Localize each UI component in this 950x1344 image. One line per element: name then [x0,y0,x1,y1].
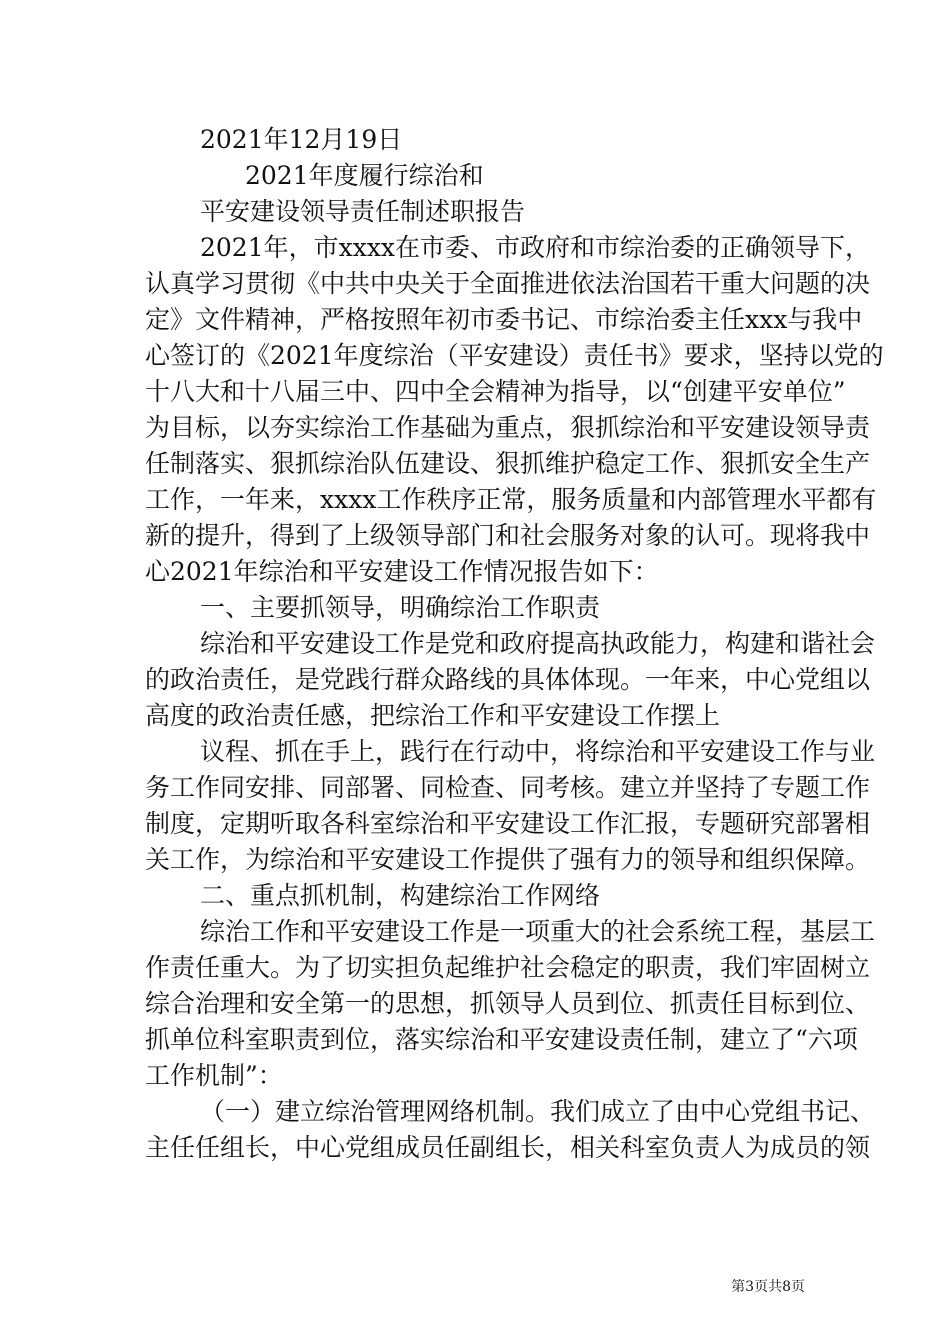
body-line: （一）建立综治管理网络机制。我们成立了由中心党组书记、 [200,1097,876,1126]
document-title-line-2: 平安建设领导责任制述职报告 [200,197,526,226]
body-line: 抓单位科室职责到位，落实综治和平安建设责任制，建立了“六项 [145,1025,858,1054]
body-line: 定》文件精神，严格按照年初市委书记、市综治委主任xxx与我中 [145,305,863,334]
body-line: 心2021年综治和平安建设工作情况报告如下： [145,557,659,586]
body-line: 工作机制”： [145,1061,283,1090]
body-line: 认真学习贯彻《中共中央关于全面推进依法治国若干重大问题的决 [145,269,871,298]
body-line: 的政治责任，是党践行群众路线的具体体现。一年来，中心党组以 [145,665,871,694]
body-line: 十八大和十八届三中、四中全会精神为指导，以“创建平安单位” [145,377,846,406]
body-line: 关工作，为综治和平安建设工作提供了强有力的领导和组织保障。 [145,845,871,874]
body-line: 工作，一年来，xxxx工作秩序正常，服务质量和内部管理水平都有 [145,485,877,514]
section-heading-1: 一、主要抓领导，明确综治工作职责 [200,593,601,622]
body-line: 主任任组长，中心党组成员任副组长，相关科室负责人为成员的领 [145,1133,871,1162]
body-line: 作责任重大。为了切实担负起维护社会稳定的职责，我们牢固树立 [145,953,871,982]
body-line: 任制落实、狠抓综治队伍建设、狠抓维护稳定工作、狠抓安全生产 [145,449,871,478]
body-line: 2021年，市xxxx在市委、市政府和市综治委的正确领导下， [200,233,871,262]
document-title-line-1: 2021年度履行综治和 [245,161,484,190]
body-line: 议程、抓在手上，践行在行动中，将综治和平安建设工作与业 [200,737,876,766]
body-line: 新的提升，得到了上级领导部门和社会服务对象的认可。现将我中 [145,521,871,550]
body-line: 综治工作和平安建设工作是一项重大的社会系统工程，基层工 [200,917,876,946]
section-heading-2: 二、重点抓机制，构建综治工作网络 [200,881,601,910]
body-line: 心签订的《2021年度综治（平安建设）责任书》要求，坚持以党的 [145,341,884,370]
body-line: 综合治理和安全第一的思想，抓领导人员到位、抓责任目标到位、 [145,989,871,1018]
body-line: 为目标，以夯实综治工作基础为重点，狠抓综治和平安建设领导责 [145,413,871,442]
body-line: 务工作同安排、同部署、同检查、同考核。建立并坚持了专题工作 [145,773,871,802]
page-number: 第3页共8页 [731,1279,805,1295]
document-date: 2021年12月19日 [200,125,403,154]
body-line: 综治和平安建设工作是党和政府提高执政能力，构建和谐社会 [200,629,876,658]
body-line: 制度，定期听取各科室综治和平安建设工作汇报，专题研究部署相 [145,809,871,838]
body-line: 高度的政治责任感，把综治工作和平安建设工作摆上 [145,701,721,730]
